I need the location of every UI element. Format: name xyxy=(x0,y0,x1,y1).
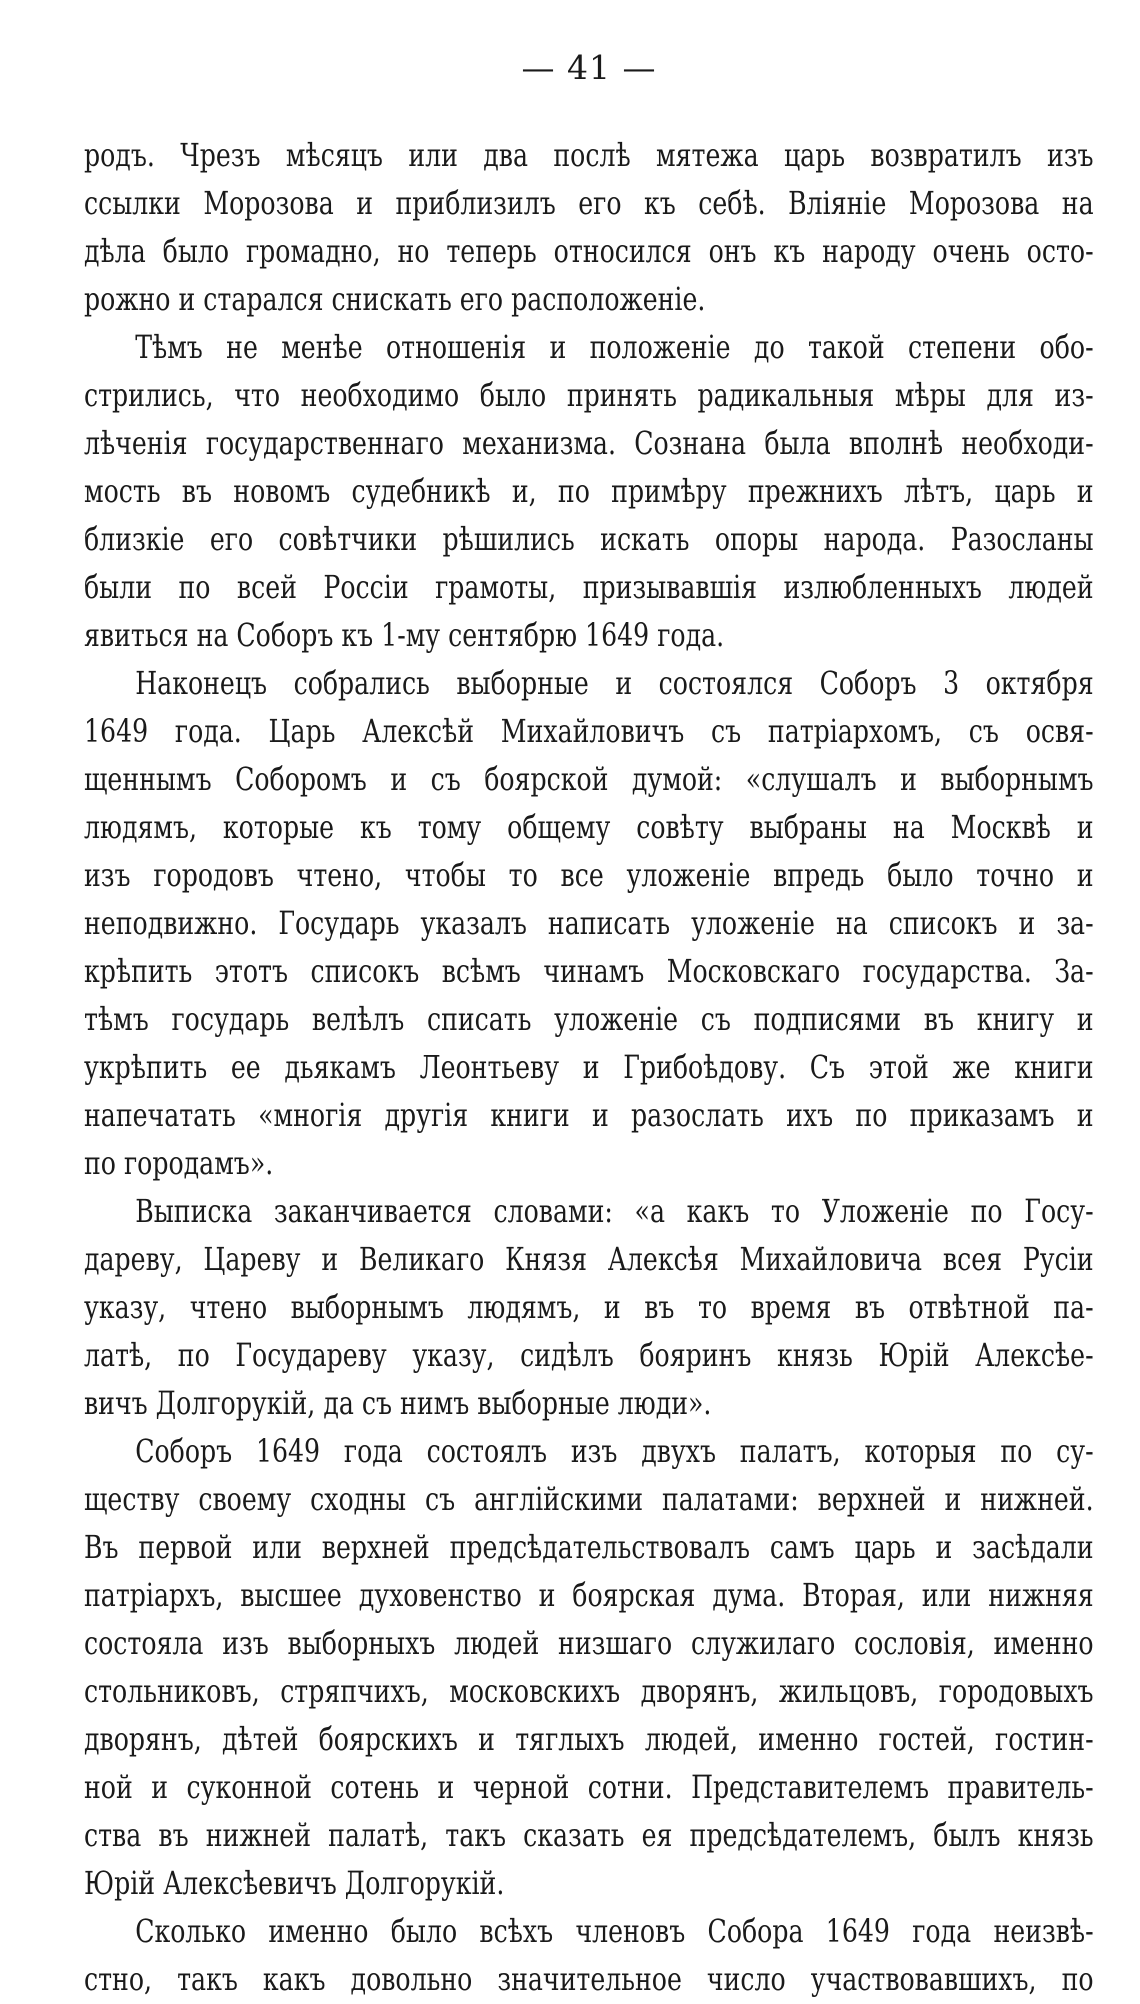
paragraph xyxy=(84,1428,1094,1908)
text-line: явиться на Соборъ къ 1-му сентябрю 1649 года. xyxy=(84,618,725,654)
text-line: изъ городовъ чтено, чтобы то все уложеніе впредь было точно и xyxy=(84,858,1094,894)
text-line: по городамъ». xyxy=(84,1146,274,1182)
body-text xyxy=(84,132,1094,2004)
text-line: указу, чтено выборнымъ людямъ, и въ то время въ отвѣтной па- xyxy=(84,1290,1094,1326)
text-line: Въ первой или верхней предсѣдательствовалъ самъ царь и засѣдали xyxy=(84,1530,1094,1566)
text-line: близкіе его совѣтчики рѣшились искать опоры народа. Разосланы xyxy=(84,522,1094,558)
paragraph xyxy=(84,324,1094,660)
text-line: неподвижно. Государь указалъ написать уложеніе на списокъ и за- xyxy=(84,906,1094,942)
text-line: стрились, что необходимо было принять радикальныя мѣры для из- xyxy=(84,378,1094,414)
text-line: рожно и старался снискать его расположеніе. xyxy=(84,282,706,318)
text-line: стольниковъ, стряпчихъ, московскихъ дворянъ, жильцовъ, городовыхъ xyxy=(84,1674,1094,1710)
text-line: ссылки Морозова и приблизилъ его къ себѣ. Вліяніе Морозова на xyxy=(84,186,1094,222)
text-line: Сколько именно было всѣхъ членовъ Собора 1649 года неизвѣ- xyxy=(135,1914,1094,1950)
text-line: ства въ нижней палатѣ, такъ сказать ея предсѣдателемъ, былъ князь xyxy=(84,1818,1094,1854)
text-line: напечатать «многія другія книги и разослать ихъ по приказамъ и xyxy=(84,1098,1094,1134)
document-page xyxy=(84,40,1094,2004)
text-line: ществу своему сходны съ англійскими палатами: верхней и нижней. xyxy=(84,1482,1094,1518)
text-line: родъ. Чрезъ мѣсяцъ или два послѣ мятежа царь возвратилъ изъ xyxy=(84,138,1094,174)
text-line: были по всей Россіи грамоты, призывавшія излюбленныхъ людей xyxy=(84,570,1094,606)
text-line: ной и суконной сотень и черной сотни. Представителемъ правитель- xyxy=(84,1770,1094,1806)
text-line: укрѣпить ее дьякамъ Леонтьеву и Грибоѣдову. Съ этой же книги xyxy=(84,1050,1094,1086)
text-line: лѣченія государственнаго механизма. Сознана была вполнѣ необходи- xyxy=(84,426,1094,462)
text-line: вичъ Долгорукій, да съ нимъ выборные люди». xyxy=(84,1386,712,1422)
text-line: стно, такъ какъ довольно значительное число участвовавшихъ, по xyxy=(84,1962,1094,1998)
text-line: латѣ, по Государеву указу, сидѣлъ бояринъ князь Юрій Алексѣе- xyxy=(84,1338,1094,1374)
text-line: мость въ новомъ судебникѣ и, по примѣру прежнихъ лѣтъ, царь и xyxy=(84,474,1094,510)
text-line: Юрій Алексѣевичъ Долгорукій. xyxy=(84,1866,505,1902)
text-line: Наконецъ собрались выборные и состоялся Соборъ 3 октября xyxy=(135,666,1094,702)
text-line: Выписка заканчивается словами: «а какъ то Уложеніе по Госу- xyxy=(135,1194,1094,1230)
text-line: 1649 года. Царь Алексѣй Михайловичъ съ патріархомъ, съ освя- xyxy=(84,714,1094,750)
text-line: людямъ, которые къ тому общему совѣту выбраны на Москвѣ и xyxy=(84,810,1094,846)
paragraph xyxy=(84,1908,1094,2004)
page-number: — 41 — xyxy=(521,48,657,87)
text-line: патріархъ, высшее духовенство и боярская дума. Вторая, или нижняя xyxy=(84,1578,1094,1614)
text-line: дареву, Цареву и Великаго Князя Алексѣя Михайловича всея Русіи xyxy=(84,1242,1094,1278)
text-line: тѣмъ государь велѣлъ списать уложеніе съ подписями въ книгу и xyxy=(84,1002,1094,1038)
paragraph xyxy=(84,660,1094,1188)
text-line: Соборъ 1649 года состоялъ изъ двухъ палатъ, которыя по су- xyxy=(135,1434,1094,1470)
text-line: состояла изъ выборныхъ людей низшаго служилаго сословія, именно xyxy=(84,1626,1094,1662)
text-line: дворянъ, дѣтей боярскихъ и тяглыхъ людей, именно гостей, гостин- xyxy=(84,1722,1094,1758)
text-line: крѣпить этотъ списокъ всѣмъ чинамъ Московскаго государства. За- xyxy=(84,954,1094,990)
text-line: Тѣмъ не менѣе отношенія и положеніе до такой степени обо- xyxy=(135,330,1094,366)
paragraph xyxy=(84,132,1094,324)
paragraph xyxy=(84,1188,1094,1428)
text-line: щеннымъ Соборомъ и съ боярской думой: «слушалъ и выборнымъ xyxy=(84,762,1094,798)
text-line: дѣла было громадно, но теперь относился онъ къ народу очень осто- xyxy=(84,234,1094,270)
